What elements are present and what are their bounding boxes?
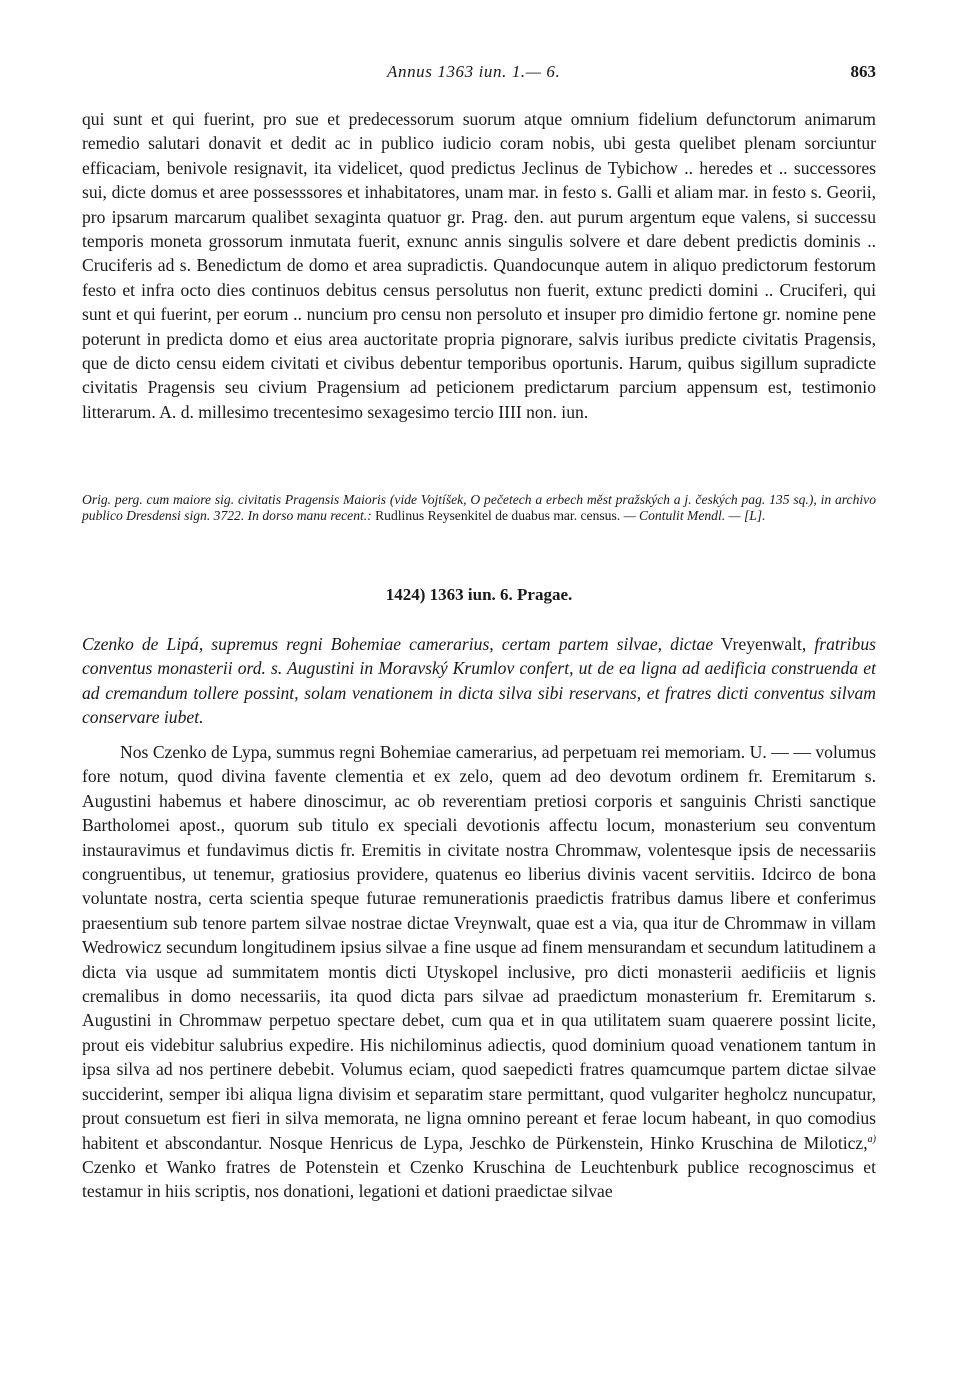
running-head xyxy=(82,62,876,88)
regest-text-part1: Czenko de Lipá, supremus regni Bohemiae camerarius, certam partem silvae, dictae xyxy=(82,634,714,654)
regest-paragraph xyxy=(82,632,876,730)
document-regest xyxy=(82,632,876,730)
document-heading: 1424) 1363 iun. 6. Pragae. xyxy=(385,585,573,604)
footnote-marker: a) xyxy=(867,1133,876,1145)
running-title: Annus 1363 iun. 1.— 6. xyxy=(387,62,561,81)
apparatus-contulit: — Contulit Mendl. — [L]. xyxy=(623,508,766,523)
apparatus-dorsal-note: Rudlinus Reysenkitel de duabus mar. census. xyxy=(371,508,624,523)
critical-apparatus xyxy=(82,492,876,524)
document-main-text xyxy=(82,740,876,1204)
main-text-part2: Czenko et Wanko fratres de Potenstein et Czenko Kruschina de Leuchtenburk publice recognoscimus et testamur in hiis scriptis, nos donationi, legationi et dationi praedictae silvae xyxy=(82,1156,876,1202)
main-text-paragraph xyxy=(82,740,876,1204)
page-number: 863 xyxy=(850,62,876,81)
previous-document-text xyxy=(82,107,876,424)
regest-text-part2: fratribus conventus monasterii ord. s. Augustini in Moravský Krumlov confert, ut de ea ligna ad aedificia construenda et ad cremandum tollere possint, solam venationem in dicta silva sibi reservans, et fratres dicti conventus silvam conservare iubet. xyxy=(82,634,876,728)
regest-place-name: Vreyenwalt, xyxy=(713,634,815,654)
previous-document-paragraph: qui sunt et qui fuerint, pro sue et predecessorum suorum atque omnium fidelium defunctorum animarum remedio salutari donavit et dedit ac in publico iudicio coram nobis, ubi gesta quelibet plenam sorciuntur efficaciam, benivole resignavit, ita videlicet, quod predictus Jeclinus de Tybichow .. heredes et .. successores sui, dicte domus et aree possesssores et inhabitatores, unam mar. in festo s. Galli et aliam mar. in festo s. Georii, pro ipsarum marcarum qualibet sexaginta quatuor gr. Prag. den. aut purum argentum eque valens, si successu temporis moneta grossorum inmutata fuerit, exnunc annis singulis solvere et dare debent predictis dominis .. Cruciferis ad s. Benedictum de domo et area supradictis. Quandocunque autem in aliquo predictorum festorum festo et infra octo dies continuos debitus census persolutus non fuerit, extunc predicti domini .. Cruciferi, qui sunt et qui fuerint, per eorum .. nuncium pro censu non persoluto et insuper pro dimidio fertone gr. nomine pene poterunt in predicta domo et eius area auctoritate propria pignorare, salvis iuribus predicte civitatis Pragensis, que de dicto censu eidem civitati et civibus debentur temporibus oportunis. Harum, quibus sigillum supradicte civitatis Pragensis seu civium Pragensium ad peticionem predictarum parcium appensum est, testimonio litterarum. A. d. millesimo trecentesimo sexagesimo tercio IIII non. iun. xyxy=(82,109,876,422)
main-text-part1: Nos Czenko de Lypa, summus regni Bohemiae camerarius, ad perpetuam rei memoriam. U. — — volumus fore notum, quod divina favente clementia et ex zelo, quem ad deo devotum ordinem fr. Eremitarum s. Augustini habemus et habere dinoscimur, ac ob reverentiam pretiosi corporis et sanguinis Christi sanctique Bartholomei apost., quorum sub titulo ex speciali devotionis affectu locum, monasterium seu conventum instauravimus et fundavimus dictis fr. Eremitis in civitate nostra Chrommaw, volentesque ipsis de necessariis congruentibus, ut tenemur, gratiosius providere, quatenus eo liberius divinis vacent servitiis. Idcirco de bona voluntate nostra, certa scientia speque futurae remunerationis praedictis fratribus damus libere et conferimus praesentium sub tenore partem silvae nostrae dictae Vreynwalt, quae est a via, qua itur de Chrommaw in villam Wedrowicz secundum longitudinem ipsius silvae a fine usque ad finem mensurandam et secundum latitudinem a dicta via usque ad summitatem montis dicti Utyskopel inclusive, pro dicti monasterii aedificiis et lignis cremalibus in domo necessariis, ita quod dicta pars silvae ad praedictum monasterium fr. Eremitarum s. Augustini in Chrommaw perpetuo spectare debet, cum qua et in qua utilitatem suam quaerere possint licite, prout eis videbitur salubrius expedire. His nichilominus adiectis, quod dominium quoad venationem tantum in ipsa silva ad nos pertinere debebit. Volumus eciam, quod saepedicti fratres quamcumque partem dictae silvae succiderint, semper ibi aliqua ligna divisim et separatim stare permittant, quod vulgariter hegholcz nuncupatur, prout consuetum est fieri in silva memorata, ne ligna omnino pereant et ferae locum habeant, in quo comodius habitent et abscondantur. Nosque Henricus de Lypa, Jeschko de Pürkenstein, Hinko Kruschina de Miloticz, xyxy=(82,742,876,1153)
apparatus-paragraph xyxy=(82,492,876,524)
apparatus-source-note: Orig. perg. cum maiore sig. civitatis Pragensis Maioris (vide Vojtíšek, O pečetech a erbech měst pražských a j. českých pag. 135 sq.), in archivo publico Dresdensi sign. 3722. In dorso manu recent.: xyxy=(82,492,876,523)
